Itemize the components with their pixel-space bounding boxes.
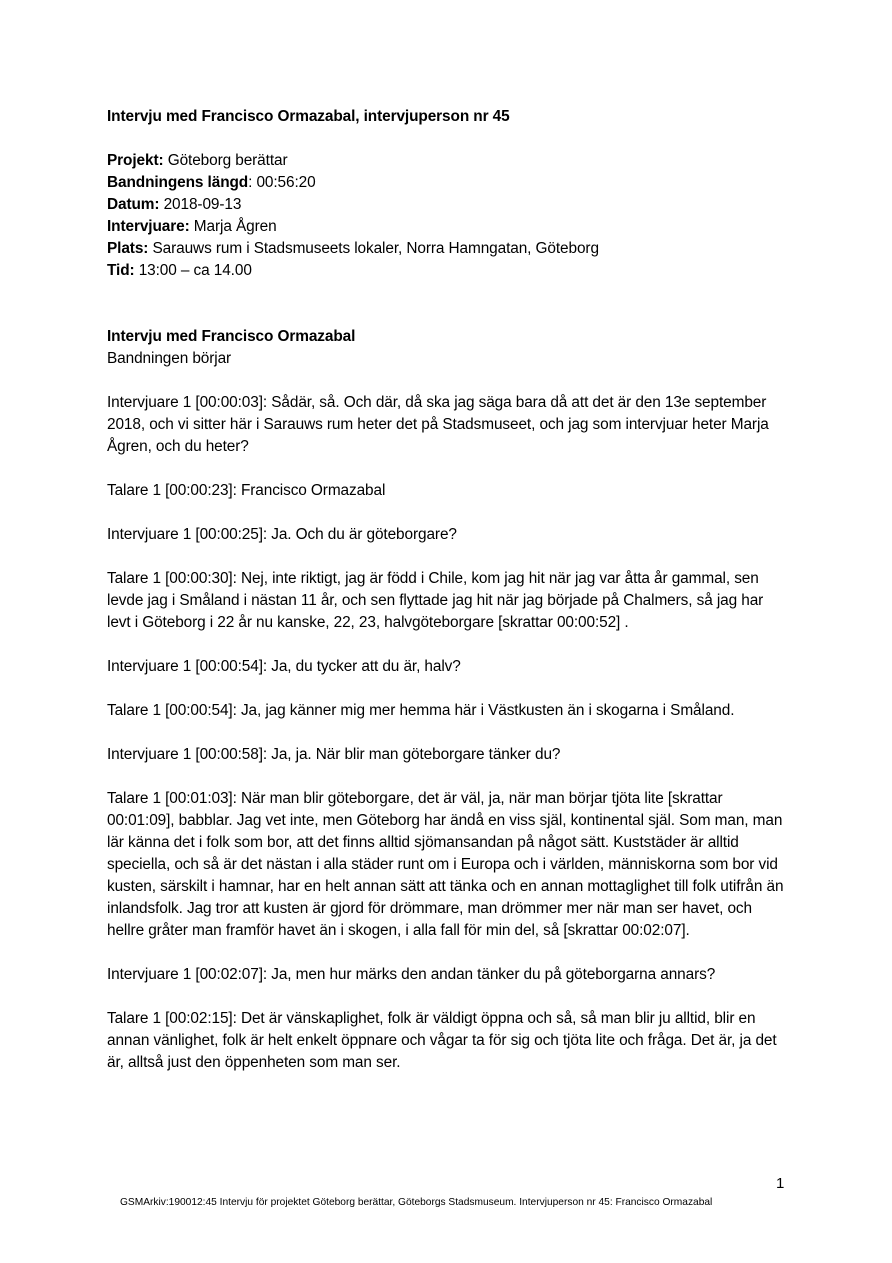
page-footer: GSMArkiv:190012:45 Intervju för projektet Göteborg berättar, Göteborgs Stadsmuseum. Intervjuperson nr 45: Francisco Ormazabal [120, 1197, 713, 1208]
meta-value: Marja Ågren [189, 218, 277, 235]
transcript-turn: Intervjuare 1 [00:00:54]: Ja, du tycker att du är, halv? [107, 658, 461, 675]
transcript-turn: Intervjuare 1 [00:00:03]: Sådär, så. Och där, då ska jag säga bara då att det är den 13e september 2018, och vi sitter här i Sarauws rum heter det på Stadsmuseet, och jag som intervjuar heter Marja Ågren, och du heter? [107, 394, 769, 455]
meta-intervjuare [107, 216, 787, 238]
meta-value: Sarauws rum i Stadsmuseets lokaler, Norra Hamngatan, Göteborg [148, 240, 599, 257]
meta-value: 2018-09-13 [159, 196, 242, 213]
section-title: Intervju med Francisco Ormazabal [107, 328, 356, 345]
transcript-turn: Intervjuare 1 [00:02:07]: Ja, men hur märks den andan tänker du på göteborgarna annars? [107, 966, 716, 983]
section-subtitle: Bandningen börjar [107, 350, 232, 367]
transcript-turn: Talare 1 [00:00:54]: Ja, jag känner mig mer hemma här i Västkusten än i skogarna i Småland. [107, 702, 735, 719]
meta-tid [107, 260, 787, 282]
transcript-turn: Talare 1 [00:02:15]: Det är vänskaplighet, folk är väldigt öppna och så, så man blir ju alltid, blir en annan vänlighet, folk är helt enkelt öppnare och vågar ta för sig och tjöta lite och fråga. Det är, ja det är, alltså just den öppenheten som man ser. [107, 1010, 777, 1071]
meta-value: Göteborg berättar [163, 152, 288, 169]
meta-label: Plats: [107, 240, 149, 257]
meta-label: Projekt: [107, 152, 164, 169]
transcript-turn: Intervjuare 1 [00:00:58]: Ja, ja. När blir man göteborgare tänker du? [107, 746, 561, 763]
transcript-turn: Talare 1 [00:00:23]: Francisco Ormazabal [107, 482, 386, 499]
document-title: Intervju med Francisco Ormazabal, intervjuperson nr 45 [107, 108, 510, 125]
meta-value: 13:00 – ca 14.00 [134, 262, 252, 279]
meta-bandningens-langd [107, 172, 787, 194]
meta-label: Bandningens längd [107, 174, 249, 191]
transcript-turn: Talare 1 [00:01:03]: När man blir göteborgare, det är väl, ja, när man börjar tjöta lite [skrattar 00:01:09], babblar. Jag vet inte, men Göteborg har ändå en viss själ, kontinental själ. Som man, man lär känna det i folk som bor, att det finns alltid sjömansandan på något sätt. Kuststäder är alltid speciella, och så är det nästan i alla städer runt om i Europa och i världen, människorna som bor vid kusten, särskilt i hamnar, har en helt annan sätt att tänka och en annan mottaglighet till folk utifrån än inlandsfolk. Jag tror att kusten är gjord för drömmare, man drömmer mer när man ser havet, och hellre gråter man framför havet än i skogen, i alla fall för min del, så [skrattar 00:02:07]. [107, 790, 784, 939]
page-number: 1 [776, 1175, 785, 1192]
meta-value: : 00:56:20 [248, 174, 316, 191]
metadata-block [107, 150, 787, 282]
meta-plats [107, 238, 787, 260]
meta-label: Tid: [107, 262, 135, 279]
document-body [107, 106, 787, 1096]
meta-label: Intervjuare: [107, 218, 190, 235]
meta-label: Datum: [107, 196, 160, 213]
transcript-turn: Intervjuare 1 [00:00:25]: Ja. Och du är göteborgare? [107, 526, 457, 543]
meta-datum [107, 194, 787, 216]
meta-projekt [107, 150, 787, 172]
transcript-turn: Talare 1 [00:00:30]: Nej, inte riktigt, jag är född i Chile, kom jag hit när jag var åtta år gammal, sen levde jag i Småland i nästan 11 år, och sen flyttade jag hit när jag började på Chalmers, så jag har levt i Göteborg i 22 år nu kanske, 22, 23, halvgöteborgare [skrattar 00:00:52] . [107, 570, 764, 631]
